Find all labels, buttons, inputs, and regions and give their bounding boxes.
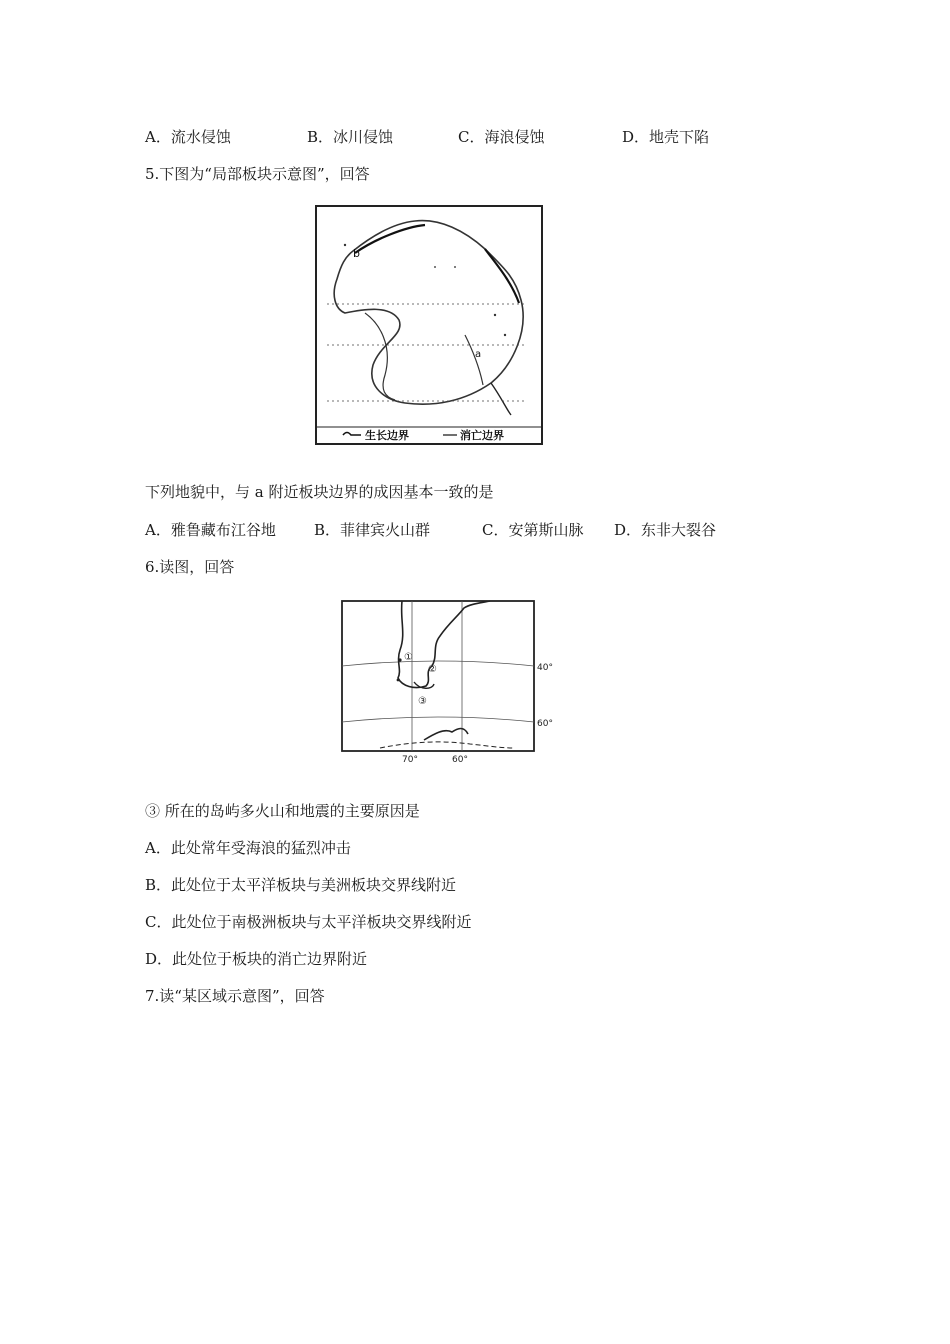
q4-option-d: D．地壳下陷 — [622, 128, 710, 146]
south-america-map-figure — [340, 600, 565, 768]
q6-option-a: A．此处常年受海浪的猛烈冲击 — [145, 839, 351, 857]
q6-option-b: B．此处位于太平洋板块与美洲板块交界线附近 — [145, 876, 457, 894]
q6-option-c: C．此处位于南极洲板块与太平洋板块交界线附近 — [145, 913, 472, 931]
q5-question: 下列地貌中，与 a 附近板块边界的成因基本一致的是 — [145, 483, 494, 501]
legend-consume-label: 消亡边界 — [460, 429, 504, 442]
q4-option-a: A．流水侵蚀 — [145, 128, 231, 146]
q6-option-d: D．此处位于板块的消亡边界附近 — [145, 950, 368, 968]
q6-stem: 6.读图，回答 — [145, 558, 235, 576]
lon-70-label: 70° — [402, 755, 418, 765]
q6-question: ③ 所在的岛屿多火山和地震的主要原因是 — [145, 802, 420, 820]
q5-option-a: A．雅鲁藏布江谷地 — [145, 521, 276, 539]
q5-option-c: C．安第斯山脉 — [482, 521, 584, 539]
q4-option-b: B．冰川侵蚀 — [307, 128, 394, 146]
q7-stem: 7.读“某区域示意图”，回答 — [145, 987, 325, 1005]
q4-option-c: C．海浪侵蚀 — [458, 128, 545, 146]
legend-growth-label: 生长边界 — [365, 429, 409, 442]
mark-1: ① — [404, 652, 413, 663]
plate-label-b: b — [353, 247, 360, 260]
mark-3: ③ — [418, 696, 427, 707]
lon-60-label: 60° — [452, 755, 468, 765]
mark-2: ② — [428, 664, 437, 675]
q5-option-b: B．菲律宾火山群 — [314, 521, 431, 539]
q5-option-d: D．东非大裂谷 — [614, 521, 717, 539]
lat-40-label: 40° — [537, 663, 553, 673]
q5-stem: 5.下图为“局部板块示意图”，回答 — [145, 165, 370, 183]
plate-label-a: a — [475, 349, 482, 360]
lat-60-label: 60° — [537, 719, 553, 729]
plate-map-figure — [315, 205, 543, 445]
